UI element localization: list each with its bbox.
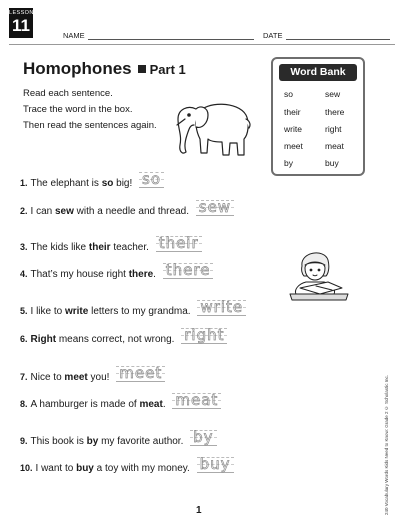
trace-word: right bbox=[184, 326, 225, 344]
sentence-keyword: so bbox=[101, 178, 114, 189]
word-bank-word: there bbox=[325, 107, 345, 117]
word-bank-word: sew bbox=[325, 89, 341, 99]
sentence-text: I want to bbox=[35, 463, 77, 474]
trace-box[interactable] bbox=[139, 170, 164, 189]
sentence-row bbox=[20, 170, 164, 189]
title-main: Homophones bbox=[23, 59, 132, 78]
sentence-number: 4. bbox=[20, 269, 28, 279]
word-bank-word: their bbox=[284, 107, 301, 117]
sentence-text: big! bbox=[113, 178, 133, 189]
date-label: DATE bbox=[263, 31, 283, 40]
sentence-text: The elephant is bbox=[30, 178, 102, 189]
trace-box[interactable] bbox=[196, 198, 234, 217]
date-field[interactable] bbox=[286, 39, 390, 40]
trace-word: so bbox=[142, 170, 162, 188]
elephant-illustration bbox=[168, 95, 252, 161]
sentence-row bbox=[20, 428, 217, 447]
trace-box[interactable] bbox=[163, 261, 214, 280]
sentence-number: 5. bbox=[20, 306, 28, 316]
word-bank-word: right bbox=[325, 124, 342, 134]
word-bank-title: Word Bank bbox=[279, 64, 357, 81]
sentence-text: teacher. bbox=[110, 242, 149, 253]
sentence-text: you! bbox=[87, 372, 110, 383]
sentence-row bbox=[20, 455, 234, 474]
trace-box[interactable] bbox=[190, 428, 216, 447]
trace-box[interactable] bbox=[156, 234, 202, 253]
sentence-text: a toy with my money. bbox=[93, 463, 190, 474]
trace-word: meet bbox=[119, 364, 163, 382]
sentence-row bbox=[20, 298, 246, 317]
word-bank-word: meat bbox=[325, 141, 344, 151]
lesson-label: LESSON bbox=[9, 10, 34, 16]
sentence-row bbox=[20, 198, 234, 217]
word-bank bbox=[271, 57, 365, 176]
instruction-line: Read each sentence. bbox=[23, 88, 113, 99]
trace-box[interactable] bbox=[172, 391, 221, 410]
word-bank-word: write bbox=[284, 124, 302, 134]
sentence-text: my favorite author. bbox=[98, 436, 184, 447]
page-title bbox=[23, 59, 186, 79]
word-bank-word: meet bbox=[284, 141, 303, 151]
sentence-number: 8. bbox=[20, 399, 28, 409]
trace-box[interactable] bbox=[197, 298, 246, 317]
sentence-keyword: their bbox=[88, 242, 111, 253]
name-label: NAME bbox=[63, 31, 85, 40]
name-field[interactable] bbox=[88, 39, 254, 40]
trace-word: meat bbox=[175, 391, 219, 409]
sentence-number: 9. bbox=[20, 436, 28, 446]
trace-word: their bbox=[158, 234, 199, 252]
sentence-text: A hamburger is made of bbox=[30, 399, 140, 410]
girl-writing-illustration bbox=[286, 244, 350, 302]
sentence-number: 2. bbox=[20, 206, 28, 216]
trace-word: there bbox=[165, 261, 211, 279]
sentence-keyword: meat bbox=[139, 399, 163, 410]
trace-word: buy bbox=[199, 455, 231, 473]
sentence-keyword: buy bbox=[76, 463, 94, 474]
title-part: Part 1 bbox=[149, 62, 186, 77]
sentence-text: means correct, not wrong. bbox=[56, 334, 175, 345]
sentence-row bbox=[20, 261, 213, 280]
sentence-text: letters to my grandma. bbox=[88, 306, 191, 317]
sentence-row bbox=[20, 326, 227, 345]
word-bank-word: buy bbox=[325, 158, 339, 168]
page-number: 1 bbox=[196, 505, 202, 516]
sentence-keyword: by bbox=[86, 436, 99, 447]
instruction-line: Then read the sentences again. bbox=[23, 120, 157, 131]
lesson-number: 11 bbox=[12, 16, 30, 35]
sentence-number: 7. bbox=[20, 372, 28, 382]
trace-box[interactable] bbox=[181, 326, 227, 345]
sentence-text: That’s my house right bbox=[30, 269, 129, 280]
sentence-number: 6. bbox=[20, 334, 28, 344]
sentence-row bbox=[20, 391, 221, 410]
word-bank-word: by bbox=[284, 158, 293, 168]
trace-box[interactable] bbox=[197, 455, 234, 474]
sentence-text: . bbox=[153, 269, 156, 280]
sentence-text: . bbox=[162, 399, 166, 410]
sentence-text: Nice to bbox=[30, 372, 65, 383]
header-divider bbox=[9, 44, 395, 45]
instruction-line: Trace the word in the box. bbox=[23, 104, 133, 115]
sentence-text: This book is bbox=[30, 436, 87, 447]
sentence-row bbox=[20, 234, 202, 253]
sentence-keyword: sew bbox=[54, 206, 74, 217]
sentence-text: The kids like bbox=[30, 242, 89, 253]
sentence-text: I like to bbox=[30, 306, 65, 317]
trace-word: write bbox=[200, 298, 244, 316]
sentence-keyword: Right bbox=[30, 334, 57, 345]
sentence-number: 1. bbox=[20, 178, 28, 188]
word-bank-word: so bbox=[284, 89, 293, 99]
sentence-keyword: write bbox=[64, 306, 89, 317]
trace-word: by bbox=[193, 428, 214, 446]
sentence-row bbox=[20, 364, 165, 383]
sentence-text: with a needle and thread. bbox=[73, 206, 189, 217]
trace-box[interactable] bbox=[116, 364, 165, 383]
copyright-credit: 240 Vocabulary Words Kids Need to Know: Grade 2 © Scholastic Inc. bbox=[384, 375, 389, 515]
sentence-text: I can bbox=[30, 206, 55, 217]
sentence-keyword: meet bbox=[64, 372, 88, 383]
lesson-badge bbox=[9, 8, 33, 38]
sentence-number: 10. bbox=[20, 463, 33, 473]
sentence-number: 3. bbox=[20, 242, 28, 252]
square-bullet-icon bbox=[138, 65, 146, 73]
trace-word: sew bbox=[198, 198, 232, 216]
sentence-keyword: there bbox=[128, 269, 154, 280]
